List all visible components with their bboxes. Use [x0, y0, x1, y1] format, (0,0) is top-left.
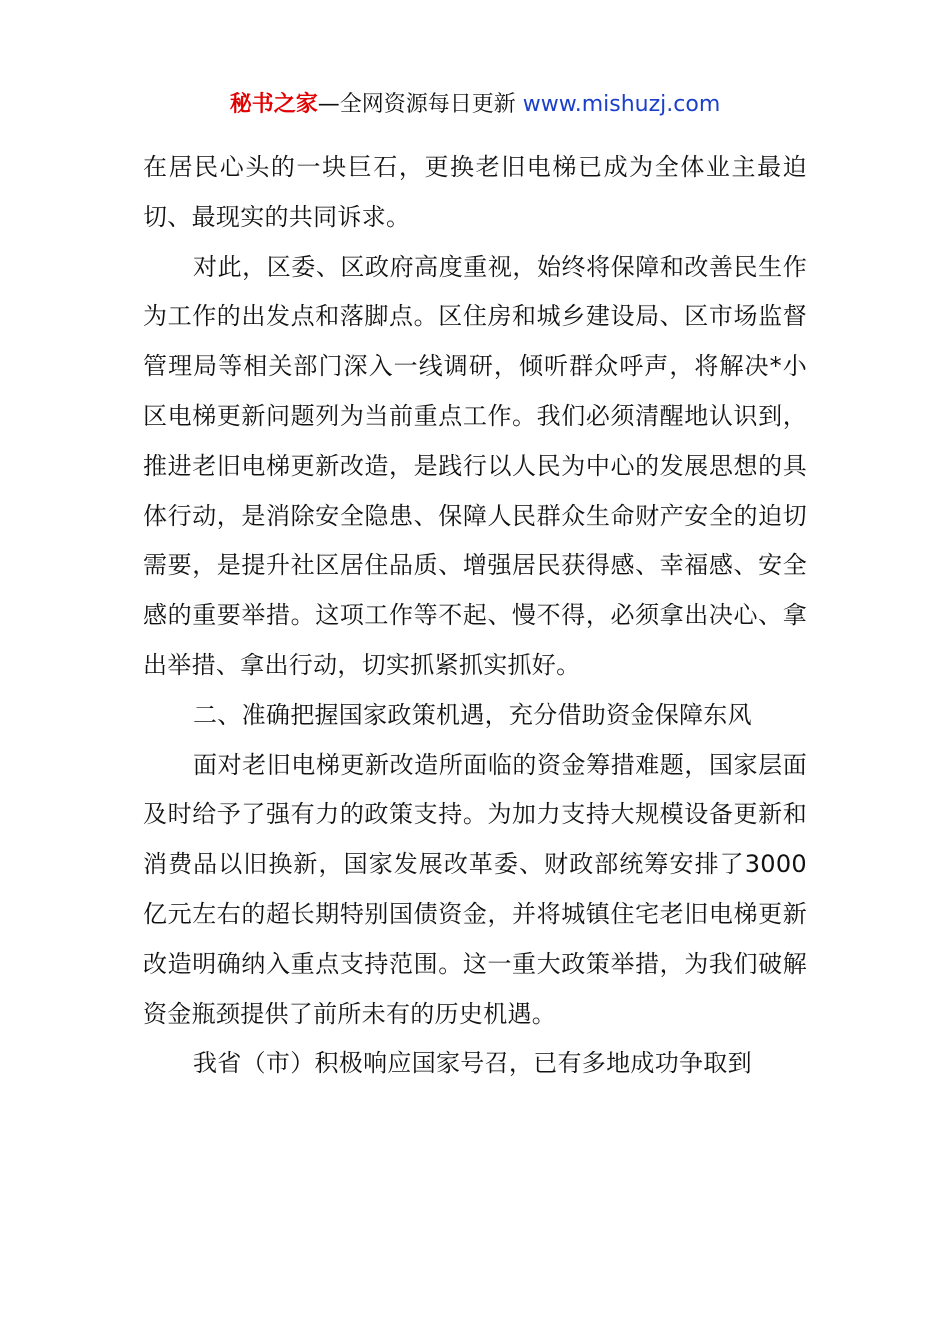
section-heading-policy: 二、准确把握国家政策机遇，充分借助资金保障东风	[193, 700, 752, 729]
paragraph-province-response: 我省（市）积极响应国家号召，已有多地成功争取到	[193, 1049, 752, 1078]
header-tagline: —全网资源每日更新	[317, 92, 523, 117]
paragraph-continuation: 在居民心头的一块巨石，更换老旧电梯已成为全体业主最迫切、最现实的共同诉求。	[143, 153, 807, 231]
header-site-link[interactable]: www.mishuzj.com	[522, 92, 721, 117]
page-header	[0, 88, 950, 122]
document-body	[143, 143, 807, 1089]
paragraph-government-attention: 对此，区委、区政府高度重视，始终将保障和改善民生作为工作的出发点和落脚点。区住房和城乡建设局、区市场监督管理局等相关部门深入一线调研，倾听群众呼声，将解决*小区电梯更新问题列为当前重点工作。我们必须清醒地认识到，推进老旧电梯更新改造，是践行以人民为中心的发展思想的具体行动，是消除安全隐患、保障人民群众生命财产安全的迫切需要，是提升社区居住品质、增强居民获得感、幸福感、安全感的重要举措。这项工作等不起、慢不得，必须拿出决心、拿出举措、拿出行动，切实抓紧抓实抓好。	[143, 252, 807, 679]
header-brand: 秘书之家	[229, 92, 318, 117]
paragraph-national-policy: 面对老旧电梯更新改造所面临的资金筹措难题，国家层面及时给予了强有力的政策支持。为加力支持大规模设备更新和消费品以旧换新，国家发展改革委、财政部统筹安排了3000亿元左右的超长期特别国债资金，并将城镇住宅老旧电梯更新改造明确纳入重点支持范围。这一重大政策举措，为我们破解资金瓶颈提供了前所未有的历史机遇。	[143, 750, 807, 1028]
